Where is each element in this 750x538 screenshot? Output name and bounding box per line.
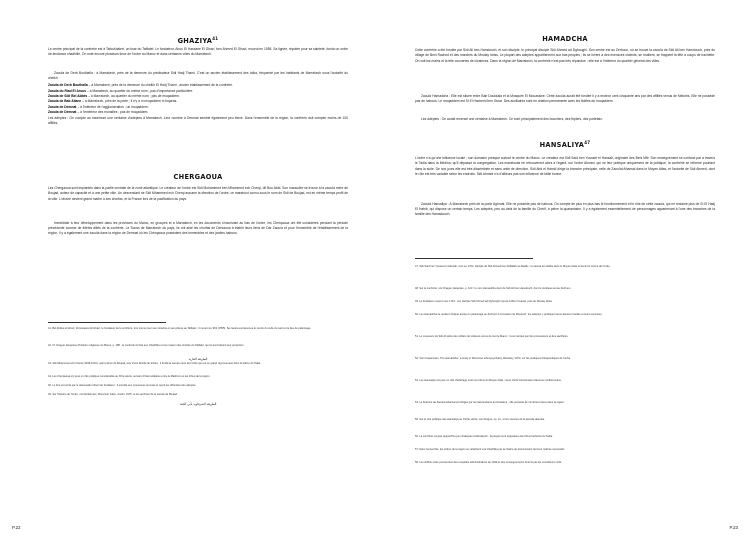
section-title-hansaliya [415, 138, 715, 148]
entry-name: Zaouïa de Demnat [48, 104, 77, 109]
footnote: 48. Sur la confrérie, voir Drague, Esquisse, p. 123 ; le nom Hamadcha vient de Sidi Ali ben Hamdouch, dont le tombeau est au Zerhoun. [415, 287, 572, 290]
ghaziya-paragraph: Zaouïa de Derb Bouthaïla : à Marrakech, près de la demeure du prédicateur Sidi Hadj Thami. C'est un ancien établissement des tolba, fréquenté par les habitants de Marrakech sous l'autorité du cheikh. [48, 70, 348, 80]
ghaziya-title-text: GHAZIYA [177, 37, 213, 46]
footnote: 42. Cf. Drague, Esquisse d'histoire religieuse du Maroc, p. 188 ; la confrérie fut liée aux Chadhilia et à la maison des chorfas du Tafilalet, qui lui accordèrent leur protection. [48, 344, 245, 347]
footnote: 46. Sur l'histoire de l'ordre, voir Eickelman, Moroccan Islam, Austin, 1976, et les archives de la zaouïa de Boujad. [48, 392, 178, 396]
chergaoua-paragraph: Immédiate à leur développement dans les provinces du Maroc, en groupes et à Marrakech, en les documents s'inscrivant au bas de l'ordre, les Cherqaoua ont été considérés pendant la période précédente comme de fidèles alliés de la confrérie. Le Souss de Marrakech du pays, ils ont aidé les chorfas de Derkaoua à établir leurs liens de Dar Zaouïa et pour l'ensemble de l'établissement de la région. Il y a également une zaouïa dans la région de Demnat où les Cherqaoua possèdent des immeubles et des jardins habous. [48, 220, 348, 236]
section-title-chergaoua: CHERGAOUA [173, 173, 223, 181]
hamadcha-section [415, 34, 715, 125]
page-number: P.22 [12, 525, 21, 530]
right-page [375, 0, 750, 538]
footnote-ref: 41 [212, 36, 219, 41]
hamadcha-paragraph: Les adeptes : On aurait recensé une centaine à Marrakech. Ce sont principalement des bouchers, des fripiers, des portefaix. [421, 117, 603, 122]
footnote: 58. Les chiffres cités proviennent des enquêtes administratives de 1939 et des renseignements fournis par les contrôleurs civils. [415, 461, 562, 464]
ghaziya-section [48, 34, 348, 133]
footnote: 50. Les Hamadcha se rendent chaque année en pèlerinage au Zerhoun à l'occasion du Mouloud ; les adeptes y pratiquent leurs danses rituelles et leurs exercices. [415, 313, 603, 316]
entry-text: – à Marrakech, près de la demeure du cheikh El Hadj Thami ; ancien établissement de la confrérie. [88, 83, 234, 88]
hansaliya-paragraph: L'ordre n'a qu'une influence locale ; son domaine presque surtout le centre du Maroc. Le créateur est Sidi Saïd ben Youssef el Hansali, originaire des Beni Mtir. Son enseignement se confond par à travers le Tadla dans la Médina, qu'il dépasse la congrégation. Les marabouts ne retrouvèrent alors à l'égard, sur l'ordre Ahmed, qui ne leur pratique uniquement de la politique, la confrérie se reforme pourtant dans la suite. De nos jours elle est très disséminée et sans unité de direction. Sidi Abd el Hamid dirige la branche principale, celle de Zaouïat Ahansal dans le Moyen Atlas, et l'autorité de Sidi Ahmed, dont le rôle est très variable selon les endroits. Sidi Ahmed n'a d'ailleurs pas son influence de taille bonne. [415, 156, 715, 177]
entry-text: – à Marrakech, près de la porte ; il n'y a ni moqaddem ni fuqaras. [82, 99, 178, 104]
footnote: 44. Les Cherqaoua ont joué un rôle politique considérable au XIXe siècle, servant d'intermédiaires entre le Makhzen et les tribus de la région. [48, 374, 211, 378]
entry-text: – à l'extérieur des murailles ; pas de moqaddem. [77, 110, 149, 115]
chergaoua-section [48, 172, 348, 250]
footnote: 43. Sidi Mhammed ech Cherqi (1495-1601), saint patron de Boujad, issu d'une famille de lettrés ; il fonda la zaouïa mère de l'ordre qui eut un grand rayonnement dans la plaine du Tadla. [48, 361, 261, 365]
entry-name: Zaouïa de Derb Bouthaïla [48, 83, 88, 88]
footnote-ref: 47 [584, 140, 591, 145]
footnote: 57. Dans l'ensemble, les ordres de la région se rattachent à la Chadhilia par la chaîne de transmission de leurs maîtres successifs. [415, 448, 566, 451]
hamadcha-paragraph: Zaouïa Hamadcha : Elle est située entre Bab Doukkala et la Mosquée El Mouassine. Cette zaouïa aurait été fondée il y a environ cent cinquante ans par des affiliés venus de Meknès. Elle ne possède pas de habous. Le moqaddem est Si El Hachemi ben Omar. Des auxiliaires sont en relation permanente avec les fidèles du moqaddem. [415, 93, 715, 103]
hansaliya-title-text: HANSALIYA [539, 141, 585, 150]
entry-name: Zaouïa de Bab Aïlane [48, 99, 82, 104]
footnote: 47. Sidi Saïd ben Youssef el Hansali, mort en 1702, disciple de Sidi Ahmed ben Abdallah au Dadès ; la zaouïa fut établie dans le Moyen Atlas et devint le centre de l'ordre. [415, 265, 611, 268]
footnote: 54. La branche de Zaouïat Ahansal est dirigée par les descendants du fondateur ; elle possède de nombreux biens dans la région. [415, 401, 565, 404]
footnote: 52. Voir Crapanzano, The Hamadsha : a study in Moroccan ethnopsychiatry, Berkeley, 1973, sur les pratiques thérapeutiques de l'ordre. [415, 357, 571, 360]
entry-text: – à l'intérieur de l'agglomération ; un moqaddem. [77, 104, 149, 109]
arabic-line: الطريقة الغازية [188, 357, 208, 361]
entry-text: – à Marrakech, au quartier du même nom ; pas de moqaddem. [88, 94, 180, 98]
left-footnotes [48, 322, 348, 406]
hamadcha-paragraph: Cette confrérie a été fondée par Sidi Ali ben Hamdouch, et son disciple, le principal disciple Sidi Ahmed ad Dghoughi. Son centre est au Zerhoun, où se trouve la zaouïa de Sidi Ali ben Hamdouch, près du village de Beni Rached et des marchés du Moulay Idriss. Le plupart des adeptes appartiennent aux bas peuples ; ils se livrent à des exercices violents, se mutilent, se frappent la tête à coups de hachette. On voit les mains et la tête couvertes de cicatrices. Dans la région de Marrakech, la confrérie n'est pas très répandue ; elle est à l'intérieur du quartier général des villes. [415, 48, 715, 63]
footnote: 51. Le moussem de Sidi Ali attire des milliers de visiteurs venus de tout le Maroc ; il est marqué par des processions et des sacrifices. [415, 335, 569, 338]
footnote: 45. Le titre est porté par le descendant direct du fondateur ; il préside aux moussems annuels et reçoit les offrandes des adeptes. [48, 383, 197, 387]
right-footnotes [415, 258, 715, 474]
footnote: 49. Le fondateur mourut vers 1722 ; son disciple Sidi Ahmed ad Dghoughi repose à Beni Ouarad, près de Moulay Idriss. [415, 300, 553, 303]
entry-name: Zaouïa du Riad El Arous [48, 88, 86, 93]
entry-text: – à Marrakech, au quartier du même nom ; pas d'importance particulière. [86, 88, 194, 93]
section-title-ghaziya [48, 34, 348, 44]
page-number: P.23 [729, 525, 738, 530]
ghaziya-adeptes: Les adeptes : On compte au maximum une centaine d'adeptes à Marrakech. Leur nombre à Demnat semble également peu élevé. Dans l'ensemble de la région, la confrérie doit compter moins de 100 affiliés. [48, 115, 348, 126]
footnote: 53. Les Hansaliya ont joué un rôle d'arbitrage entre les tribus du Moyen Atlas ; leurs chefs intervenaient dans les conflits locaux. [415, 379, 562, 382]
hansaliya-section [415, 138, 715, 230]
hansaliya-paragraph: Zaouïa Hansaliya : À Marrakech près de la porte Aghmat. Elle ne possède pas de habous. On compte de plus en plus bas le fonctionnement et le rôle de cette zaouïa, qui ne réclame plus de SI El Hadj El Habib, qui dispose un certain temps. Les adeptes, peu au-delà de la famille du Chérif, à peine la quarantaine, Il y a également essentiellement de personnages appartenant à l'une des branches de la famille des Hamadouch. [415, 201, 715, 217]
entry-name: Zaouïa de Demnat [48, 110, 77, 115]
arabic-line: الطريقة الشرقاوية بأبي الجعد [179, 401, 217, 406]
footnote-rule [415, 258, 533, 259]
section-title-hamadcha: HAMADCHA [542, 35, 588, 43]
footnote-rule [48, 322, 166, 323]
footnote: 56. La confrérie compte aujourd'hui peu d'adeptes à Marrakech ; la plupart sont originaires des tribus berbères du Tadla. [415, 435, 553, 438]
footnote: 41. Bel Abbès el-Ghazi, dit Hassane El Ghazi, le fondateur de la confrérie, très connu pour ses miracles et ses prières au Tafilalet ; il mourut en 963 (1555). Sa zaouïa est devenue le centre du culte du saint et le lieu de pèlerinage. [48, 327, 312, 330]
ghaziya-paragraph: Le centre principal de la confrérie est à Tafoukhalert, un ksar du Tafilalet. Le fondateur, Abou El Hassane El Ghazi, ben Ahmed El Ghazi, mourut en 1555. Sa lignée, réputée pour sa sainteté, fonda un ordre de tendance chadhilie. On note encore plusieurs lieux de l'ordre au Maroc et dans certaines villes du Marrakech. [48, 47, 348, 57]
entry-name: Zaouïa de Sidi Bel Abbès [48, 94, 88, 98]
chergaoua-paragraph: Les Chergaoua sont implantés dans la partie centrale de la zone atlantique. Le créateur de l'ordre est Sidi Mohammed ben Mhammed ech Cherqi, dit Bou Abid. Son mausolée se trouve à la zaouïa mère de Boujad, auteur de capacité et à une petite ville. Un descendant de Sidi Mhammed ech Cherqi assume la direction de l'ordre, ce marabout connu sous le nom de Sidi de Boujad, est en même temps profil de la ville. L'œuvre devient grand maître à ses chorfas, et la France lors de la pacification du pays. [48, 186, 348, 201]
footnote: 55. Sur le rôle politique des Hansaliya au XVIIIe siècle, voir Drague, op. cit., et les sources de la période alaouite. [415, 418, 545, 421]
